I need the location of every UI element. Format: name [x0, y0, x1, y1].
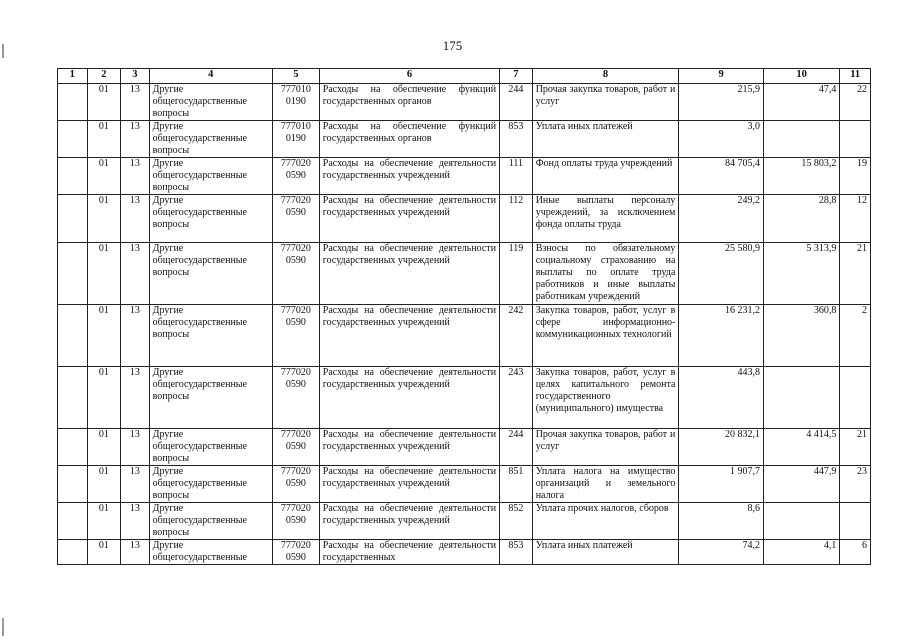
column-header-6: 6: [319, 69, 499, 84]
column-header-10: 10: [763, 69, 839, 84]
cell-actual-amount: [763, 367, 839, 429]
cell-actual-amount: 360,8: [763, 305, 839, 367]
cell-actual-amount: [763, 503, 839, 540]
cell-percent: [840, 503, 871, 540]
cell-subsection: 13: [121, 158, 150, 195]
cell-subsection-name: Другие общегосударственные вопросы: [149, 305, 272, 367]
cell-col1: [58, 121, 88, 158]
cell-plan-amount: 74,2: [679, 540, 764, 565]
cell-expense-type: 111: [500, 158, 533, 195]
cell-section: 01: [87, 367, 121, 429]
column-header-11: 11: [840, 69, 871, 84]
cell-expense-name: Прочая закупка товаров, работ и услуг: [532, 84, 679, 121]
cell-plan-amount: 8,6: [679, 503, 764, 540]
cell-col1: [58, 540, 88, 565]
table-row: [58, 466, 871, 503]
cell-subsection: 13: [121, 540, 150, 565]
cell-plan-amount: 3,0: [679, 121, 764, 158]
cell-actual-amount: 28,8: [763, 195, 839, 243]
cell-actual-amount: 4 414,5: [763, 429, 839, 466]
cell-expense-type: 853: [500, 540, 533, 565]
cell-plan-amount: 215,9: [679, 84, 764, 121]
cell-expense-name: Уплата иных платежей: [532, 540, 679, 565]
cell-actual-amount: 4,1: [763, 540, 839, 565]
cell-target-name: Расходы на обеспечение деятельности государственных учреждений: [319, 503, 499, 540]
table-row: [58, 84, 871, 121]
cell-expense-name: Уплата налога на имущество организаций и земельного налога: [532, 466, 679, 503]
cell-target-name: Расходы на обеспечение деятельности государственных учреждений: [319, 158, 499, 195]
cell-actual-amount: 47,4: [763, 84, 839, 121]
cell-expense-name: Взносы по обязательному социальному страхованию на выплаты по оплате труда работников и иные выплаты работникам учреждений: [532, 243, 679, 305]
cell-percent: 12: [840, 195, 871, 243]
cell-target-code: 777020 0590: [272, 503, 319, 540]
cell-expense-type: 119: [500, 243, 533, 305]
column-header-7: 7: [500, 69, 533, 84]
margin-mark-bottom: [2, 618, 4, 636]
cell-subsection-name: Другие общегосударственные вопросы: [149, 503, 272, 540]
cell-section: 01: [87, 503, 121, 540]
cell-subsection-name: Другие общегосударственные вопросы: [149, 367, 272, 429]
cell-percent: 22: [840, 84, 871, 121]
cell-target-name: Расходы на обеспечение функций государственных органов: [319, 121, 499, 158]
cell-subsection-name: Другие общегосударственные вопросы: [149, 121, 272, 158]
cell-col1: [58, 466, 88, 503]
cell-percent: 21: [840, 429, 871, 466]
cell-section: 01: [87, 429, 121, 466]
cell-target-code: 777020 0590: [272, 243, 319, 305]
table-body: [58, 84, 871, 565]
table-row: [58, 540, 871, 565]
cell-expense-type: 244: [500, 429, 533, 466]
cell-target-code: 777010 0190: [272, 121, 319, 158]
table-row: [58, 305, 871, 367]
cell-expense-type: 242: [500, 305, 533, 367]
table-row: [58, 429, 871, 466]
cell-plan-amount: 443,8: [679, 367, 764, 429]
cell-subsection: 13: [121, 503, 150, 540]
cell-expense-name: Уплата иных платежей: [532, 121, 679, 158]
cell-section: 01: [87, 466, 121, 503]
cell-col1: [58, 367, 88, 429]
cell-subsection-name: Другие общегосударственные вопросы: [149, 158, 272, 195]
cell-target-name: Расходы на обеспечение деятельности государственных учреждений: [319, 305, 499, 367]
cell-subsection: 13: [121, 121, 150, 158]
cell-expense-name: Иные выплаты персоналу учреждений, за исключением фонда оплаты труда: [532, 195, 679, 243]
cell-subsection: 13: [121, 367, 150, 429]
cell-section: 01: [87, 243, 121, 305]
cell-target-code: 777020 0590: [272, 367, 319, 429]
cell-target-code: 777020 0590: [272, 305, 319, 367]
budget-table: [57, 68, 871, 565]
cell-plan-amount: 84 705,4: [679, 158, 764, 195]
cell-subsection: 13: [121, 243, 150, 305]
page-number: 175: [442, 38, 463, 53]
cell-expense-type: 853: [500, 121, 533, 158]
table-row: [58, 367, 871, 429]
cell-target-name: Расходы на обеспечение деятельности государственных учреждений: [319, 367, 499, 429]
cell-target-name: Расходы на обеспечение деятельности государственных учреждений: [319, 466, 499, 503]
cell-percent: 23: [840, 466, 871, 503]
cell-target-name: Расходы на обеспечение деятельности государственных учреждений: [319, 243, 499, 305]
table-row: [58, 243, 871, 305]
cell-col1: [58, 429, 88, 466]
cell-subsection-name: Другие общегосударственные вопросы: [149, 195, 272, 243]
cell-subsection: 13: [121, 305, 150, 367]
cell-percent: 2: [840, 305, 871, 367]
cell-expense-name: Прочая закупка товаров, работ и услуг: [532, 429, 679, 466]
column-header-4: 4: [149, 69, 272, 84]
cell-target-code: 777020 0590: [272, 466, 319, 503]
column-header-9: 9: [679, 69, 764, 84]
cell-target-name: Расходы на обеспечение функций государственных органов: [319, 84, 499, 121]
cell-section: 01: [87, 158, 121, 195]
cell-target-code: 777020 0590: [272, 540, 319, 565]
cell-expense-type: 852: [500, 503, 533, 540]
cell-expense-type: 851: [500, 466, 533, 503]
cell-plan-amount: 1 907,7: [679, 466, 764, 503]
table-row: [58, 195, 871, 243]
column-header-3: 3: [121, 69, 150, 84]
cell-subsection-name: Другие общегосударственные: [149, 540, 272, 565]
cell-target-code: 777020 0590: [272, 158, 319, 195]
cell-target-code: 777020 0590: [272, 195, 319, 243]
cell-percent: 19: [840, 158, 871, 195]
cell-section: 01: [87, 121, 121, 158]
cell-subsection-name: Другие общегосударственные вопросы: [149, 466, 272, 503]
cell-expense-name: Закупка товаров, работ, услуг в сфере информационно-коммуникационных технологий: [532, 305, 679, 367]
header-row: [58, 69, 871, 84]
cell-expense-name: Закупка товаров, работ, услуг в целях капитального ремонта государственного (муниципального) имущества: [532, 367, 679, 429]
cell-actual-amount: 15 803,2: [763, 158, 839, 195]
cell-expense-type: 243: [500, 367, 533, 429]
cell-section: 01: [87, 84, 121, 121]
cell-percent: [840, 367, 871, 429]
cell-target-code: 777020 0590: [272, 429, 319, 466]
table-row: [58, 121, 871, 158]
table-row: [58, 158, 871, 195]
cell-subsection-name: Другие общегосударственные вопросы: [149, 429, 272, 466]
cell-section: 01: [87, 540, 121, 565]
cell-expense-name: Уплата прочих налогов, сборов: [532, 503, 679, 540]
cell-plan-amount: 249,2: [679, 195, 764, 243]
cell-expense-name: Фонд оплаты труда учреждений: [532, 158, 679, 195]
cell-col1: [58, 84, 88, 121]
cell-percent: 6: [840, 540, 871, 565]
cell-col1: [58, 305, 88, 367]
cell-col1: [58, 158, 88, 195]
cell-expense-type: 244: [500, 84, 533, 121]
cell-subsection: 13: [121, 466, 150, 503]
cell-col1: [58, 243, 88, 305]
cell-subsection: 13: [121, 429, 150, 466]
cell-subsection-name: Другие общегосударственные вопросы: [149, 243, 272, 305]
cell-actual-amount: 447,9: [763, 466, 839, 503]
cell-actual-amount: [763, 121, 839, 158]
column-header-5: 5: [272, 69, 319, 84]
cell-percent: 21: [840, 243, 871, 305]
cell-col1: [58, 195, 88, 243]
cell-section: 01: [87, 195, 121, 243]
cell-actual-amount: 5 313,9: [763, 243, 839, 305]
column-header-2: 2: [87, 69, 121, 84]
cell-target-code: 777010 0190: [272, 84, 319, 121]
cell-section: 01: [87, 305, 121, 367]
table-row: [58, 503, 871, 540]
cell-col1: [58, 503, 88, 540]
cell-expense-type: 112: [500, 195, 533, 243]
column-header-1: 1: [58, 69, 88, 84]
cell-target-name: Расходы на обеспечение деятельности государственных учреждений: [319, 195, 499, 243]
cell-target-name: Расходы на обеспечение деятельности государственных учреждений: [319, 429, 499, 466]
cell-plan-amount: 16 231,2: [679, 305, 764, 367]
cell-plan-amount: 25 580,9: [679, 243, 764, 305]
cell-percent: [840, 121, 871, 158]
cell-subsection-name: Другие общегосударственные вопросы: [149, 84, 272, 121]
cell-plan-amount: 20 832,1: [679, 429, 764, 466]
column-header-8: 8: [532, 69, 679, 84]
cell-subsection: 13: [121, 195, 150, 243]
cell-target-name: Расходы на обеспечение деятельности государственных: [319, 540, 499, 565]
cell-subsection: 13: [121, 84, 150, 121]
